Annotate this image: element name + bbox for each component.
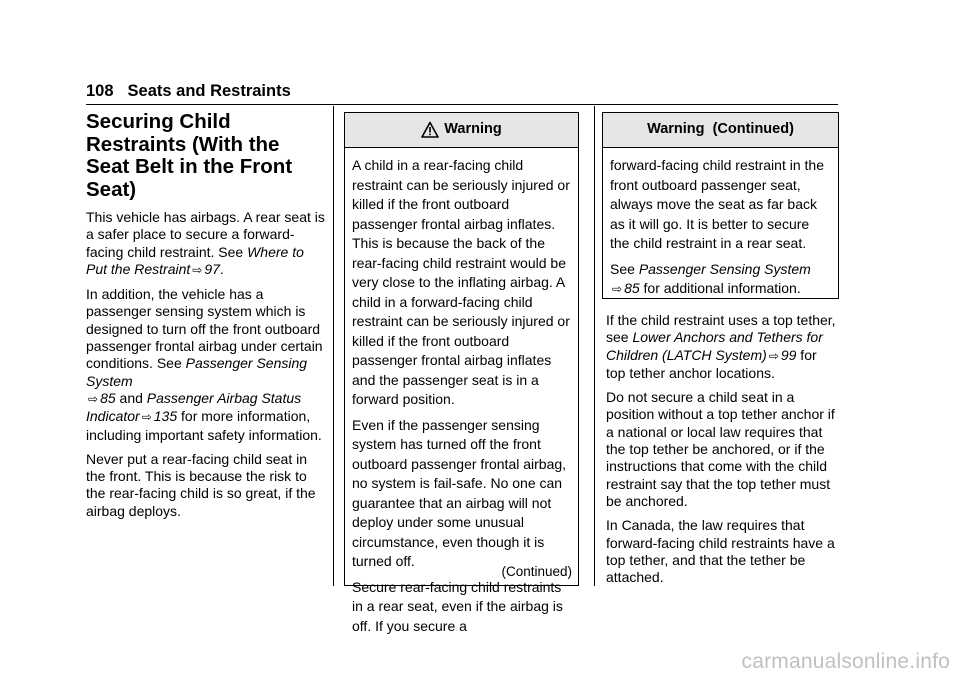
paragraph: In Canada, the law requires that forward-facing child restraints have a top tether, and that the tether be attached. (606, 517, 835, 586)
page-number: 108 (86, 82, 114, 100)
arrow-icon: ⇨ (768, 348, 779, 363)
section-title: Seats and Restraints (127, 82, 291, 100)
warning-body (603, 148, 838, 300)
arrow-icon: ⇨ (141, 410, 152, 425)
page-header (86, 82, 838, 105)
warning-header (345, 113, 578, 148)
warning-header (603, 113, 838, 148)
section-heading: Securing Child Restraints (With the Seat Belt in the Front Seat) (86, 110, 293, 201)
cross-reference-link[interactable]: Passenger Sensing System (86, 355, 308, 389)
left-column (86, 111, 326, 527)
page-reference[interactable]: 135 (153, 408, 178, 425)
cross-reference-link[interactable]: Where to Put the Restraint (86, 243, 304, 277)
warning-box (344, 112, 579, 634)
page-reference[interactable]: 85 (100, 389, 116, 406)
warning-title: Warning (Continued) (647, 121, 794, 138)
page-reference[interactable]: 99 (780, 346, 797, 363)
page-reference[interactable]: 85 (624, 280, 640, 296)
column-divider (333, 106, 334, 586)
column-divider (594, 106, 595, 586)
warning-triangle-icon (421, 121, 439, 139)
warning-title: Warning (444, 121, 502, 138)
paragraph: In addition, the vehicle has a passenger sensing system which is designed to turn off the front outboard passenger frontal airbag under certain conditions. See Passenger Sensing System ⇨ 85 and Passenger Airbag Status Indicator ⇨ 135 for more information, including important safety information. (86, 286, 323, 443)
paragraph: This vehicle has airbags. A rear seat is a safer place to secure a forward-facing child restraint. See Where to Put the Restraint ⇨ 97. (86, 209, 325, 277)
warning-continued-box (602, 112, 839, 299)
watermark: carmanualsonline.info (741, 650, 950, 673)
right-column (606, 312, 838, 593)
cross-reference-link[interactable]: Passenger Airbag Status Indicator (86, 389, 302, 425)
paragraph: Even if the passenger sensing system has turned off the front outboard passenger frontal airbag, no system is fail-safe. No one can guarantee that an airbag will not deploy under some unusual circumstance, even though it is turned off. (352, 416, 567, 569)
cross-reference-link[interactable]: Passenger Sensing System (638, 260, 811, 277)
arrow-icon: ⇨ (192, 262, 203, 277)
paragraph: See Passenger Sensing System ⇨ 85 for additional information. (610, 260, 811, 296)
page-reference[interactable]: 97 (204, 260, 220, 277)
paragraph: Never put a rear-facing child seat in the front. This is because the risk to the rear-facing child is so great, if the airbag deploys. (86, 450, 316, 519)
paragraph: If the child restraint uses a top tether, see Lower Anchors and Tethers for Children (LATCH System) ⇨ 99 for top tether anchor locations. (606, 312, 836, 381)
continued-label: (Continued) (501, 563, 572, 579)
cross-reference-link[interactable]: Lower Anchors and Tethers for Children (LATCH System) (606, 329, 823, 363)
paragraph: forward-facing child restraint in the front outboard passenger seat, always move the seat as far back as it will go. It is better to secure the child restraint in a rear seat. (610, 157, 824, 251)
paragraph: Secure rear-facing child restraints in a rear seat, even if the airbag is off. If you secure a (352, 578, 563, 634)
paragraph: Do not secure a child seat in a position without a top tether anchor if a national or local law requires that the top tether be anchored, or if the instructions that come with the child restraint say that the top tether must be anchored. (606, 389, 835, 509)
paragraph: A child in a rear-facing child restraint can be seriously injured or killed if the front outboard passenger frontal airbag inflates. This is because the back of the rear-facing child restraint would be very close to the inflating airbag. A child in a forward-facing child restraint can be seriously injured or killed if the front outboard passenger frontal airbag inflates and the passenger seat is in a forward position. (352, 157, 570, 407)
arrow-icon: ⇨ (88, 391, 99, 406)
arrow-icon: ⇨ (612, 282, 623, 296)
